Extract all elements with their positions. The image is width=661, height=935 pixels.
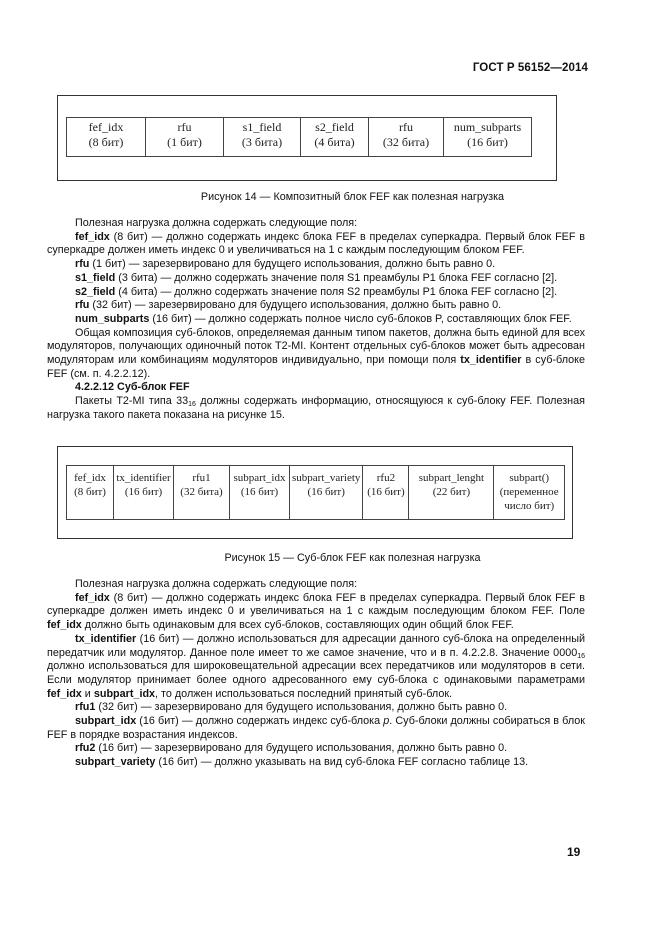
field-name: fef_idx [74,472,106,484]
field-definition [47,299,585,313]
field-size: (16 бит) [467,135,508,149]
field-text: . Суб-блоки должны собираться в блок FEF в порядке возрастания индексов. [47,715,585,741]
field-text: (8 бит) — должно содержать индекс блока FEF в пределах суперкадра. Первый блок FEF в суперкадре должен иметь индекс 0 и увеличиваться на 1 с каждым последующим блоком FEF. [47,230,585,257]
field-size: (32 бита) [382,135,430,149]
field-size: (3 бита) [241,135,283,149]
figure-14-bitfield-table [66,117,532,157]
field-text: (16 бит) — зарезервировано для будущего использования, должно быть равно 0. [95,742,508,755]
field-name: num_subparts [453,120,522,134]
paragraph [47,395,585,422]
field-text: (16 бит) — должно указывать на вид суб-блока FEF согласно таблице 13. [155,756,529,769]
field-term: rfu2 [75,742,96,755]
page-number: 19 [567,845,581,859]
field-definition [47,592,585,633]
field-size: (16 бит) [240,486,279,498]
field-term: subpart_idx [93,687,156,700]
field-term: fef_idx [47,619,82,632]
italic-variable: p [383,715,390,728]
field-term: s2_field [75,285,116,298]
document-standard-header: ГОСТ Р 56152—2014 [472,62,588,74]
field-definition [47,231,585,258]
paragraph-text: Общая композиция суб-блоков, определяемая данным типом пакетов, должна быть единой для всех модуляторов, получающих одиночный поток T2-MI. Контент отдельных суб-блоков может быть адресован модуляторам или комбинациям модуляторов индивидуально, при помощи поля [47,326,585,367]
field-text: (8 бит) — должно содержать индекс блока FEF в пределах суперкадра. Первый блок FEF в суперкадре должен иметь индекс 0 и увеличиваться на 1 с каждым последующим блоком FEF. Поле [47,591,585,618]
field-name: s2_field [315,120,354,134]
field-term: subpart_variety [75,756,156,769]
subscript: 16 [188,401,196,409]
field-text: и [81,687,94,700]
section-2-body [47,578,585,770]
bitfield-cell [67,118,146,157]
field-text: должно быть одинаковым для всех суб-блоков, составляющих один общий блок FEF. [81,619,514,632]
field-size: (1 бит) [167,135,202,149]
figure-14-frame [57,95,557,181]
bitfield-cell [174,466,230,520]
field-definition [47,742,585,756]
field-size: (16 бит) [124,486,163,498]
field-name: rfu2 [376,472,396,484]
paragraph-text: должны содержать информацию, относящуюся к суб-блоку FEF. Полезная нагрузка такого пакета показана на рисунке 15. [47,395,585,421]
field-name: fef_idx [88,120,124,134]
field-definition [47,715,585,742]
bitfield-cell [444,118,532,157]
field-term: subpart_idx [75,715,137,728]
field-term: fef_idx [75,230,110,243]
figure-15-caption: Рисунок 15 — Суб-блок FEF как полезная нагрузка [224,552,481,564]
bitfield-cell [290,466,363,520]
figure-14-caption: Рисунок 14 — Композитный блок FEF как полезная нагрузка [200,191,505,203]
field-term: rfu [75,299,90,312]
subscript: 16 [577,652,585,660]
paragraph-text: Пакеты T2-MI типа 33 [75,395,189,408]
field-term: rfu1 [75,701,96,714]
field-name: subpart_lenght [418,472,485,484]
field-text: (16 бит) — должно содержать полное число суб-блоков P, составляющих блок FEF. [149,312,572,325]
field-name: rfu [399,120,413,134]
figure-15-frame [57,446,573,539]
bitfield-cell [301,118,369,157]
field-term: fef_idx [47,687,82,700]
field-definition [47,272,585,286]
figure-15-bitfield-table [66,465,565,520]
field-text: (16 бит) — должно использоваться для адресации данного суб-блока на определенный передатчик или модулятор. Данное поле имеет то же самое значение, что и в п. 4.2.2.8. Значение 0000 [47,632,585,659]
bitfield-cell [363,466,409,520]
section-1-body [47,217,585,423]
field-text: (16 бит) — должно содержать индекс суб-блока [136,715,384,728]
field-term: fef_idx [75,591,110,604]
field-term: tx_identifier [460,354,522,367]
paragraph [47,327,585,382]
bitfield-cell [146,118,224,157]
paragraph-text: в суб-блоке FEF (см. п. 4.2.2.12). [47,354,585,380]
field-text: должно использоваться для широковещательной адресации всех передатчиков или модуляторов в сети. Если модулятор принимает более одного адресованного ему суб-блока с одинаковыми параметрами [47,660,585,686]
paragraph: Полезная нагрузка должна содержать следующие поля: [75,217,358,229]
field-name: subpart_variety [292,472,361,484]
field-name: subpart() [509,472,550,484]
field-size: (4 бита) [314,135,355,149]
field-size: (8 бит) [88,135,124,149]
bitfield-cell [230,466,290,520]
field-text: (1 бит) — зарезервировано для будущего использования, должно быть равно 0. [89,258,496,271]
field-definition [47,701,585,715]
field-text: , то должен использоваться последний принятый суб-блок. [155,687,453,700]
bitfield-cell [409,466,494,520]
field-term: num_subparts [75,312,150,325]
bitfield-cell [114,466,174,520]
field-definition [47,633,585,702]
field-definition [47,756,585,770]
field-text: (4 бита) — должно содержать значение поля S2 преамбулы P1 блока FEF согласно [2]. [115,285,558,298]
field-text: (3 бита) — должно содержать значение поля S1 преамбулы P1 блока FEF согласно [2]. [115,271,558,284]
field-name: subpart_idx [233,472,286,484]
field-size: (переменное число бит) [499,486,559,512]
bitfield-cell [224,118,301,157]
field-name: rfu1 [192,472,211,484]
field-name: tx_identifier [116,472,171,484]
bitfield-cell [369,118,444,157]
field-term: s1_field [75,271,116,284]
field-text: (32 бит) — зарезервировано для будущего использования, должно быть равно 0. [95,701,508,714]
paragraph: Полезная нагрузка должна содержать следующие поля: [75,578,358,590]
field-name: rfu [177,120,192,134]
field-name: s1_field [242,120,282,134]
field-definition [47,313,585,327]
field-term: tx_identifier [75,632,137,645]
field-term: rfu [75,258,90,271]
field-text: (32 бит) — зарезервировано для будущего использования, должно быть равно 0. [89,299,502,312]
field-size: (32 бита) [180,486,223,498]
bitfield-cell [494,466,565,520]
field-size: (8 бит) [74,486,106,498]
field-definition [47,258,585,272]
bitfield-cell [67,466,114,520]
field-size: (16 бит) [307,486,345,498]
field-definition [47,286,585,300]
field-size: (16 бит) [367,486,405,498]
subsection-heading: 4.2.2.12 Суб-блок FEF [75,381,190,394]
field-size: (22 бит) [432,486,471,498]
